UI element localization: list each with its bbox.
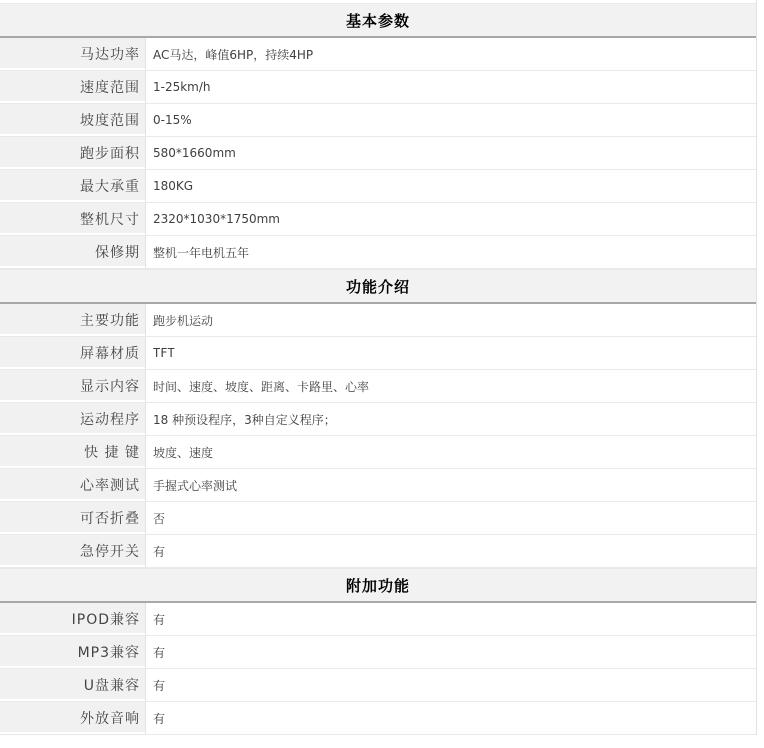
row-label: 跑步面积 [0, 137, 146, 169]
row-value: 580*1660mm [153, 146, 236, 160]
row-label: 马达功率 [0, 38, 146, 70]
spec-row [0, 669, 756, 702]
row-label: 速度范围 [0, 71, 146, 103]
section-title: 基本参数 [345, 11, 410, 30]
row-label: 整机尺寸 [0, 203, 146, 235]
row-label: 显示内容 [0, 370, 146, 402]
spec-row [0, 337, 756, 370]
row-label: 主要功能 [0, 304, 146, 336]
row-label: 心率测试 [0, 469, 146, 501]
spec-row [0, 436, 756, 469]
row-label: 保修期 [0, 236, 146, 268]
spec-row [0, 236, 756, 269]
row-value: 18 种预设程序，3种自定义程序； [153, 412, 336, 427]
row-label: IPOD兼容 [0, 603, 146, 635]
row-label: 运动程序 [0, 403, 146, 435]
row-value: 时间、速度、坡度、距离、卡路里、心率 [153, 379, 370, 394]
row-value: 有 [153, 645, 166, 660]
row-value: 坡度、速度 [153, 445, 214, 460]
spec-row [0, 137, 756, 170]
row-value: TFT [153, 346, 175, 360]
row-value: AC马达，峰值6HP，持续4HP [153, 47, 314, 62]
spec-row [0, 702, 756, 735]
spec-row [0, 203, 756, 236]
spec-row [0, 170, 756, 203]
spec-row [0, 104, 756, 137]
spec-row [0, 403, 756, 436]
row-label: 屏幕材质 [0, 337, 146, 369]
row-value: 整机一年电机五年 [153, 245, 250, 260]
row-label: 外放音响 [0, 702, 146, 734]
row-value: 1-25km/h [153, 80, 211, 94]
section-header [0, 568, 756, 603]
spec-row [0, 38, 756, 71]
spec-row [0, 535, 756, 568]
row-label: 快 捷 键 [0, 436, 146, 468]
row-value: 有 [153, 612, 166, 627]
row-value: 否 [153, 511, 166, 526]
row-label: 最大承重 [0, 170, 146, 202]
section-header [0, 269, 756, 304]
row-label: 坡度范围 [0, 104, 146, 136]
spec-row [0, 370, 756, 403]
section-header [0, 3, 756, 38]
spec-row [0, 304, 756, 337]
row-label: 可否折叠 [0, 502, 146, 534]
row-value: 有 [153, 544, 166, 559]
spec-row [0, 71, 756, 104]
row-value: 手握式心率测试 [153, 478, 238, 493]
spec-row [0, 469, 756, 502]
row-value: 180KG [153, 179, 194, 193]
row-label: 急停开关 [0, 535, 146, 567]
row-value: 0-15% [153, 113, 192, 127]
row-label: U盘兼容 [0, 669, 146, 701]
spec-row [0, 502, 756, 535]
row-label: MP3兼容 [0, 636, 146, 668]
row-value: 有 [153, 711, 166, 726]
spec-row [0, 603, 756, 636]
spec-row [0, 636, 756, 669]
row-value: 2320*1030*1750mm [153, 212, 280, 226]
row-value: 跑步机运动 [153, 313, 214, 328]
row-value: 有 [153, 678, 166, 693]
section-title: 功能介绍 [345, 277, 410, 296]
section-title: 附加功能 [345, 576, 410, 595]
